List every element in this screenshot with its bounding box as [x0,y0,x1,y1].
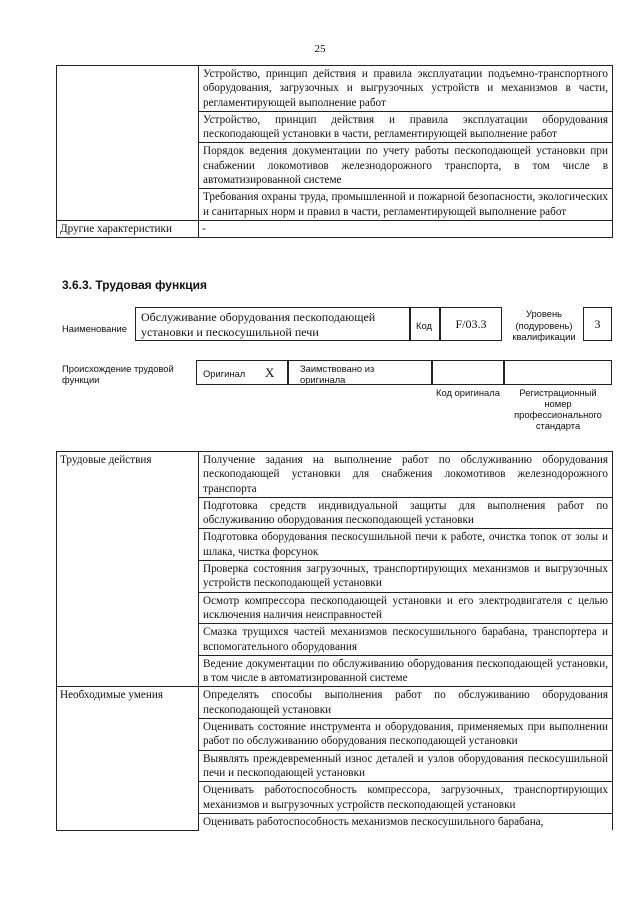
original-mark: X [265,365,275,380]
action-item: Подготовка средств индивидуальной защиты для выполнения работ по обслуживанию оборудования пескоподающей установки [199,497,613,529]
skill-item: Оценивать работоспособность компрессора, загрузочных, транспортирующих механизмов и выгрузочных устройств пескоподающей установки [199,782,613,814]
table-row [57,66,613,112]
actions-label: Трудовые действия [57,452,199,687]
knowledge-table [56,65,613,238]
action-item: Осмотр компрессора пескоподающей установки и его электродвигателя с целью исключения наличия неисправностей [199,592,613,624]
knowledge-item: Требования охраны труда, промышленной и пожарной безопасности, экологических и санитарных норм и правил в части, регламентирующей выполнение работ [199,189,613,221]
name-box [135,307,410,341]
action-item: Подготовка оборудования пескосушильной печи к работе, очистка топок от золы и шлака, чистка форсунок [199,529,613,561]
code-label: Код [416,320,432,331]
skill-item: Оценивать состояние инструмента и оборудования, применяемых при выполнении работ по обслуживанию оборудования пескоподающей установки [199,719,613,751]
action-item: Проверка состояния загрузочных, транспортирующих механизмов и выгрузочных устройств пескоподающей установки [199,561,613,593]
name-label: Наименование [62,323,127,334]
code-label-box [410,307,440,341]
skills-label: Необходимые умения [57,687,199,830]
page-number: 25 [314,43,326,55]
section-title: 3.6.3. Трудовая функция [62,278,207,292]
knowledge-item: Порядок ведения документации по учету работы пескоподающей установки при снабжении локомотивов железнодорожного транспорта, в том числе в автоматизированной системе [199,143,613,189]
original-label: Оригинал [203,368,246,379]
other-characteristics-value: - [199,220,613,237]
code-value: F/03.3 [455,317,487,331]
original-box [196,360,288,385]
origin-label: Происхождение трудовой функции [62,363,174,385]
code-value-box [440,307,502,341]
table-row [57,687,613,719]
level-value-box [583,307,612,341]
code-original-caption: Код оригинала [436,387,500,398]
reg-number-box [504,360,612,385]
level-value: 3 [594,317,601,331]
borrowed-label: Заимствовано из оригинала [300,363,375,385]
labor-function-table [56,451,613,831]
other-characteristics-label: Другие характеристики [57,220,199,237]
skill-item: Определять способы выполнения работ по обслуживанию оборудования пескоподающей установки [199,687,613,719]
knowledge-item: Устройство, принцип действия и правила эксплуатации подъемно-транспортного оборудования, загрузочных и выгрузочных устройств и механизмов в части, регламентирующей выполнение работ [199,66,613,112]
reg-number-caption: Регистрационный номер профессионального стандарта [514,387,602,431]
level-label: Уровень (подуровень) квалификации [512,308,576,342]
knowledge-item: Устройство, принцип действия и правила эксплуатации оборудования пескоподающей установки в части, регламентирующей выполнение работ [199,111,613,143]
borrowed-box [288,360,432,385]
table-row [57,220,613,237]
empty-label-cell [57,66,199,221]
function-name: Обслуживание оборудования пескоподающей установки и пескосушильной печи [141,310,376,339]
action-item: Ведение документации по обслуживанию оборудования пескоподающей установки, в том числе в автоматизированной системе [199,655,613,687]
skill-item: Оценивать работоспособность механизмов пескосушильного барабана, [199,813,613,830]
code-original-box [432,360,504,385]
action-item: Смазка трущихся частей механизмов пескосушильного барабана, транспортера и вспомогательного оборудования [199,624,613,656]
table-row [57,452,613,498]
skill-item: Выявлять преждевременный износ деталей и узлов оборудования пескосушильной печи и пескоподающей установки [199,750,613,782]
action-item: Получение задания на выполнение работ по обслуживанию оборудования пескоподающей установки для снабжения локомотивов железнодорожного транспорта [199,452,613,498]
